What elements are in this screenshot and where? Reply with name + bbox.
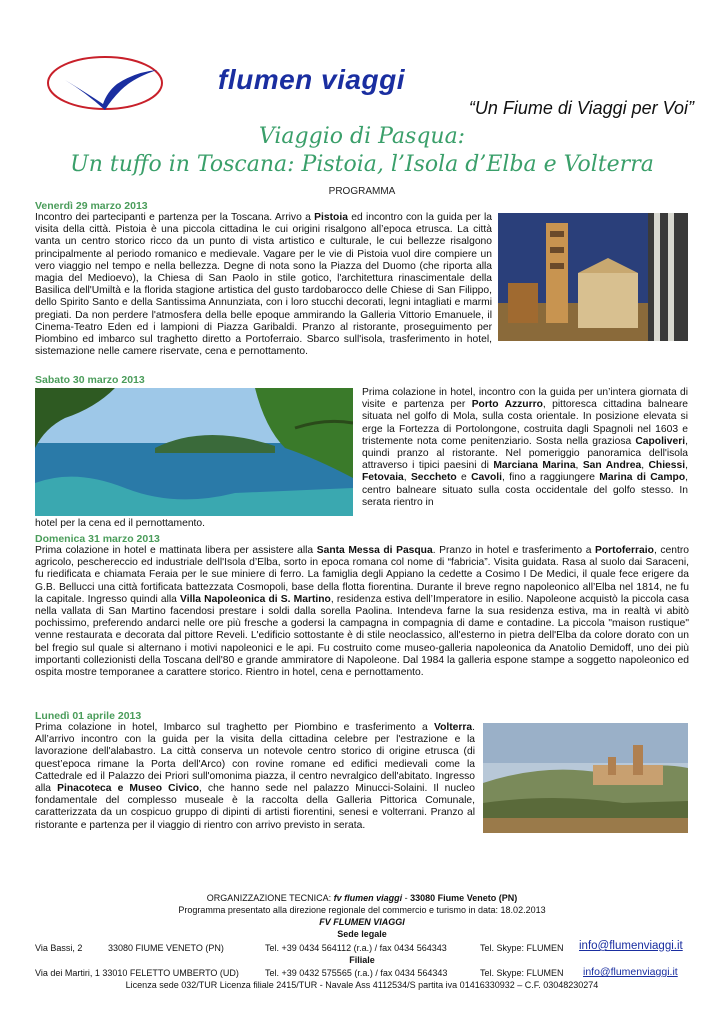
organizzazione-line xyxy=(0,893,724,903)
day-heading-3: Domenica 31 marzo 2013 xyxy=(35,533,160,545)
sede-tel: Tel. +39 0434 564112 (r.a.) / fax 0434 564343 xyxy=(265,943,447,953)
volterra-landscape-photo xyxy=(483,723,688,833)
day-heading-2: Sabato 30 marzo 2013 xyxy=(35,374,145,386)
org-prefix: ORGANIZZAZIONE TECNICA: xyxy=(206,893,334,903)
company-name: FV FLUMEN VIAGGI xyxy=(319,917,405,927)
day-text-3: Prima colazione in hotel e mattinata libera per assistere alla Santa Messa di Pasqua. Pranzo in hotel e trasferimento a Portoferraio, centro agricolo, peschereccio ed industriale dell'Isola d’Elba, sorto in epoca romana col nome di “fabricia”. Visita guidata. Rasa al suolo dai Saraceni, fu riedificata e chiamata Feraia per le sue miniere di ferro. La famiglia degli Appiano la cedette a Cosimo I De Medici, il quale fece erigere da G.B. Bellucci una città fortificata battezzata Cosmopoli, base della flotta fiorentina. Durante il breve regno napoleonico all’Elba nel 1814, ne fu la capitale. Ingresso quindi alla Villa Napoleonica di S. Martino, residenza estiva dell’Imperatore in esilio. Napoleone acquistò la piccola casa nella vallata di San Martino facendosi prestare i soldi dalla sorella Paolina. Intendeva farne la sua residenza estiva, ma in realtà vi abitò pochissimo, preferendo andarci nelle ore più fresche a godersi la campagna in compagnia di dame e contadine. La piccola "maison rustique" venne restaurata e decorata dal pittore Reveli. L'edificio sottostante è di stile neoclassico, all'esterno in pietra dell'Elba da colore dorato con un bel fregio sul quale si alternano i motivi napoleonici e le api. Fu costruito come museo-galleria napoleonica da Anatolio Demidoff, uno dei più importanti collezionisti della Toscana dell'80 e grande ammiratore di Napoleone. Dal 1984 la galleria espone stampe a soggetto napoleonico ed ospita mostre temporanee a carattere storico. Rientro in hotel, cena e pernottamento. xyxy=(35,545,689,679)
org-company: fv flumen viaggi xyxy=(333,893,403,903)
sede-address: Via Bassi, 2 xyxy=(35,943,83,953)
elba-coast-photo xyxy=(35,388,353,516)
day-text-2: Prima colazione in hotel, incontro con la guida per un’intera giornata di visite e partenza per Porto Azzurro, pittoresca cittadina balneare situata nel golfo di Mola, sulla costa orientale. In posizione elevata si erge la Fortezza di Portolongone, costruita dagli Spagnoli nel 1603 e tristemente nota come penitenziario. Sosta nella graziosa Capoliveri, quindi pranzo al ristorante. Nel pomeriggio panoramica dell'isola attraverso i tipici paesini di Marciana Marina, San Andrea, Chiessi, Fetovaia, Seccheto e Cavoli, fino a raggiungere Marina di Campo, centro balneare situato sulla costa occidentale del golfo stesso. In serata rientro in xyxy=(362,387,688,508)
page-subtitle: Un tuffo in Toscana: Pistoia, l’Isola d’Elba e Volterra xyxy=(70,152,654,177)
day-text-1: Incontro dei partecipanti e partenza per la Toscana. Arrivo a Pistoia ed incontro con la guida per la visita della città. Pistoia è una piccola cittadina le cui origini risalgono all’epoca etrusca. La città vanta un centro storico ricco da un punto di vista artistico e culturale, le cui bellezze risalgono principalmente al periodo romanico e medievale. Vagare per le vie di Pistoia vuol dire compiere un vero viaggio nel tempo e nella bellezza. Degne di nota sono la Piazza del Duomo (che riporta alla magia del Medioevo), la Chiesa di San Paolo in stile gotico, l'architettura rinascimentale della Basilica dell'Umiltà e la florida stagione artistica del gusto tardobarocco delle Chiese di San Filippo, dello Spirito Santo e della Santissima Annunziata, con i loro stucchi decorati, legni intagliati e marmi pregiati. Da non perdere l'atmosfera della belle epoque ammirando la Galleria Vittorio Emanuele, il Cinema-Teatro Eden ed i lampioni di Piazza Garibaldi. Pranzo al ristorante, proseguimento per Piombino ed imbarco sul traghetto diretto a Portoferraio. Sbarco sull'isola, trasferimento in hotel, sistemazione nelle camere riservate, cena e pernottamento. xyxy=(35,212,492,358)
org-sep: - xyxy=(402,893,411,903)
licenza-line: Licenza sede 032/TUR Licenza filiale 2415/TUR - Navale Ass 4112534/S partita iva 01416330932 – C.F. 03048230274 xyxy=(125,980,599,990)
org-city: 33080 Fiume Veneto (PN) xyxy=(410,893,518,903)
day-heading-4: Lunedì 01 aprile 2013 xyxy=(35,710,142,722)
day-heading-1: Venerdì 29 marzo 2013 xyxy=(35,200,148,212)
programma-line: Programma presentato alla direzione regionale del commercio e turismo in data: 18.02.2013 xyxy=(178,905,546,915)
day-text-2-tail: hotel per la cena ed il pernottamento. xyxy=(35,518,206,529)
slogan: “Un Fiume di Viaggi per Voi” xyxy=(468,98,694,118)
pistoia-duomo-photo xyxy=(498,213,688,341)
sede-city: 33080 FIUME VENETO (PN) xyxy=(108,943,224,953)
page-title: Viaggio di Pasqua: xyxy=(258,124,466,149)
sede-skype: Tel. Skype: FLUMEN xyxy=(480,943,564,953)
filiale-tel: Tel. +39 0432 575565 (r.a.) / fax 0434 564343 xyxy=(265,968,448,978)
sede-legale-label: Sede legale xyxy=(337,929,387,939)
sede-email-link[interactable]: info@flumenviaggi.it xyxy=(579,940,683,952)
day-text-4: Prima colazione in hotel, Imbarco sul traghetto per Piombino e trasferimento a Volterra. All’arrivo incontro con la guida per la visita della cittadina celebre per l'estrazione e la lavorazione dell'alabastro. La città conserva un notevole centro storico di origine etrusca (di quest’epoca rimane la Porta dell'Arco) con rovine romane ed edifici medievali come la Cattedrale ed il Palazzo dei Priori sull'omonima piazza, il centro nevralgico dell'abitato. Ingresso alla Pinacoteca e Museo Civico, che hanno sede nel palazzo Minucci-Solaini. Il nucleo fondamentale del complesso museale è la raccolta della Galleria Pittorica Comunale, caratterizzata da un cospicuo gruppo di dipinti di artisti fiorentini, senesi e volterrani. Pranzo al ristorante e partenza per il viaggio di rientro con arrivo previsto in serata. xyxy=(35,722,475,831)
filiale-label: Filiale xyxy=(349,955,375,965)
programma-label: PROGRAMMA xyxy=(328,186,396,197)
filiale-email-link[interactable]: info@flumenviaggi.it xyxy=(583,966,678,978)
flumen-logo xyxy=(45,52,165,114)
brand-name: flumen viaggi xyxy=(218,64,405,95)
filiale-address: Via dei Martiri, 1 33010 FELETTO UMBERTO (UD) xyxy=(35,968,239,978)
filiale-skype: Tel. Skype: FLUMEN xyxy=(480,968,564,978)
